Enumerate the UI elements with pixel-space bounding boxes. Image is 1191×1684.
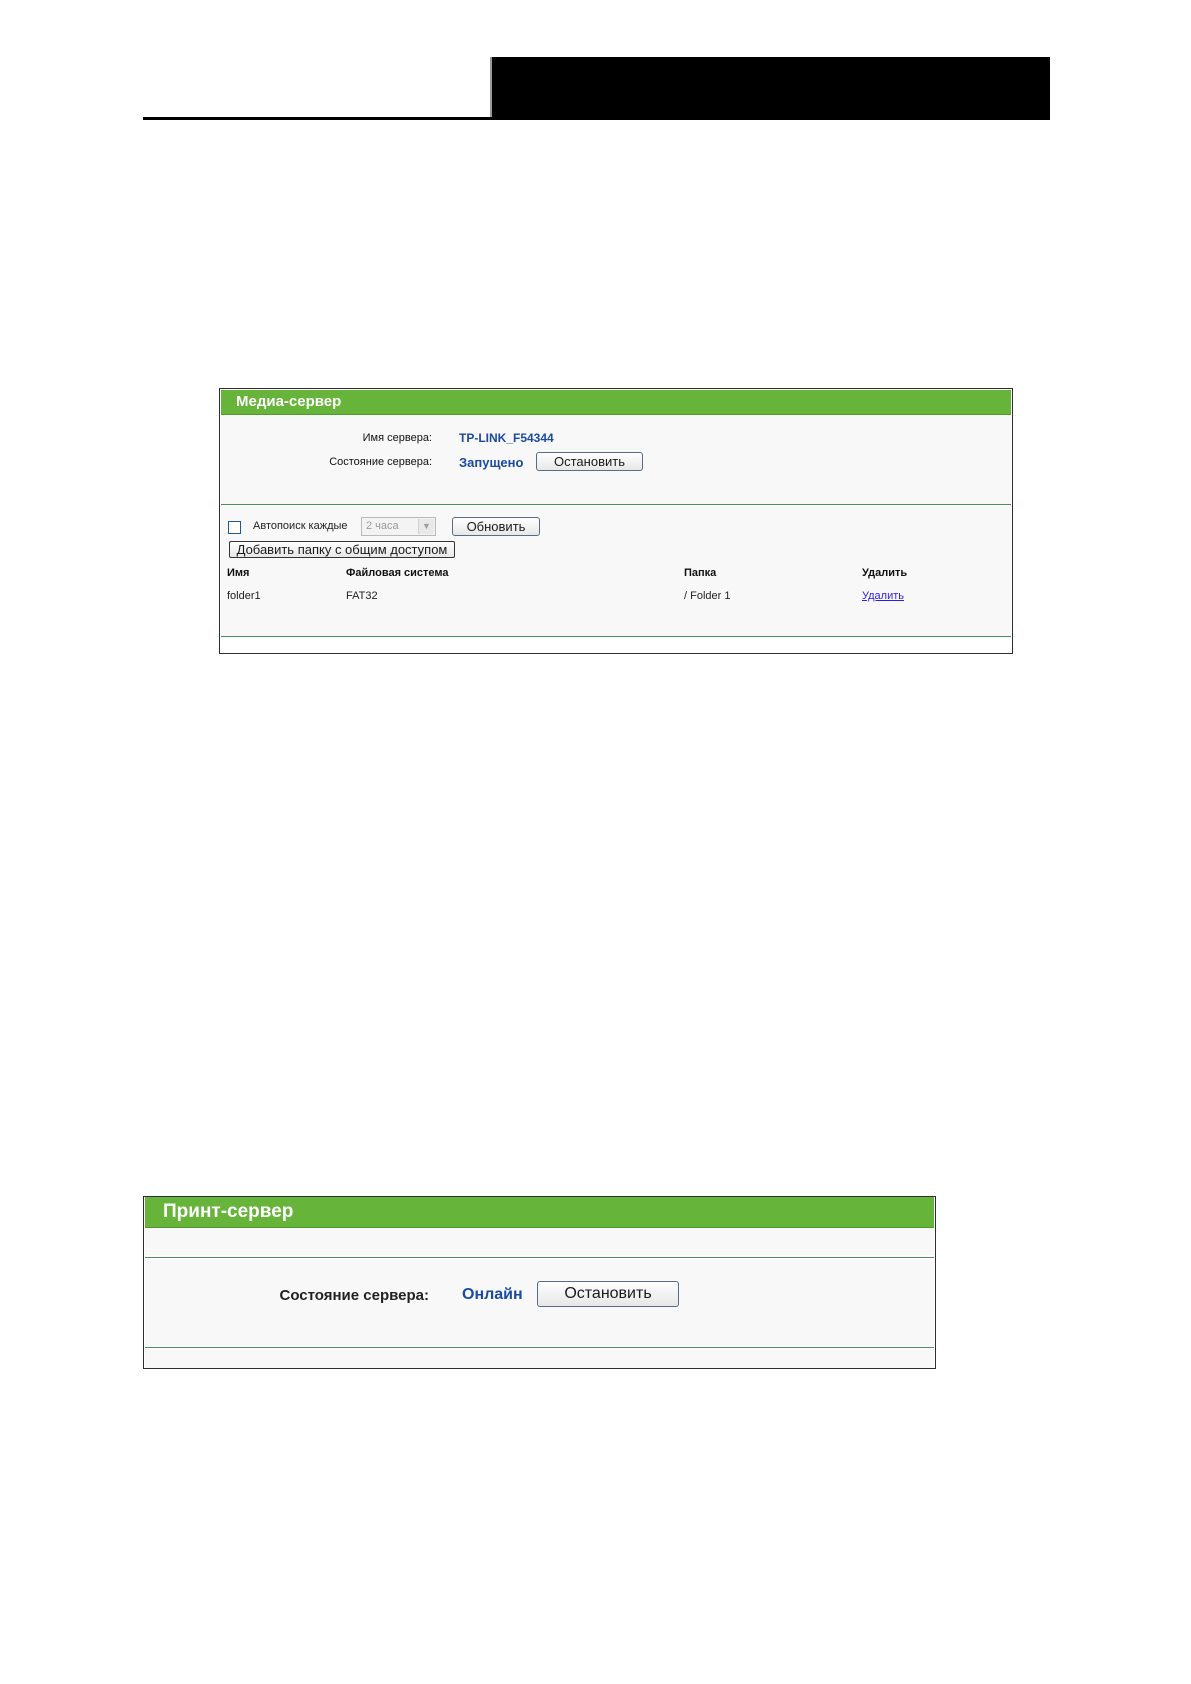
server-status-label: Состояние сервера: — [329, 456, 432, 468]
shared-folders-section — [221, 506, 1011, 638]
print-server-status-value: Онлайн — [462, 1286, 523, 1303]
stop-print-server-button[interactable]: Остановить — [537, 1281, 679, 1307]
row-name: folder1 — [227, 590, 261, 602]
print-server-panel — [143, 1196, 936, 1369]
chevron-down-icon: ▼ — [418, 519, 434, 534]
column-header-name: Имя — [227, 567, 250, 579]
section-divider — [221, 636, 1011, 637]
section-divider — [221, 504, 1011, 505]
row-filesystem: FAT32 — [346, 590, 378, 602]
refresh-button[interactable]: Обновить — [452, 517, 540, 536]
print-server-spacer — [145, 1228, 934, 1255]
stop-media-server-button[interactable]: Остановить — [536, 452, 643, 471]
print-server-status-section — [145, 1260, 934, 1346]
auto-scan-interval-value: 2 часа — [366, 520, 399, 532]
auto-scan-label: Автопоиск каждые — [253, 520, 348, 532]
server-name-value: TP-LINK_F54344 — [459, 431, 554, 445]
section-divider — [145, 1257, 934, 1258]
document-header-rule — [143, 117, 1048, 120]
delete-link[interactable]: Удалить — [862, 590, 904, 602]
media-server-title: Медиа-сервер — [221, 390, 1011, 415]
server-status-value: Запущено — [459, 455, 524, 470]
media-server-panel — [219, 388, 1013, 654]
print-server-status-label: Состояние сервера: — [279, 1287, 429, 1304]
column-header-folder: Папка — [684, 567, 717, 579]
document-header-bar — [490, 57, 1050, 120]
auto-scan-checkbox[interactable] — [228, 521, 241, 534]
print-server-footer — [145, 1349, 934, 1368]
server-name-label: Имя сервера: — [362, 432, 432, 444]
print-server-title: Принт-сервер — [145, 1197, 934, 1228]
row-folder: / Folder 1 — [684, 590, 731, 602]
auto-scan-interval-select[interactable] — [361, 517, 436, 536]
section-divider — [145, 1347, 934, 1348]
column-header-filesystem: Файловая система — [346, 567, 449, 579]
column-header-delete: Удалить — [862, 567, 908, 579]
add-shared-folder-button[interactable]: Добавить папку с общим доступом — [229, 541, 455, 558]
